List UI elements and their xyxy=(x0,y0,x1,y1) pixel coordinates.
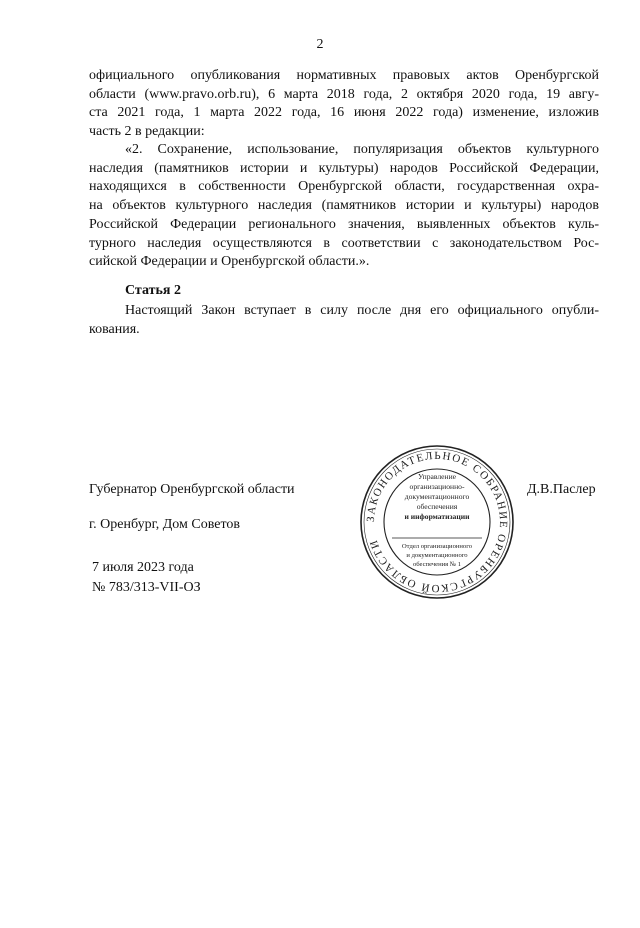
stamp-line: Управление xyxy=(417,472,457,481)
text-line: сийской Федерации и Оренбургской области.». xyxy=(89,254,370,270)
stamp-line: и информатизации xyxy=(404,512,470,521)
paragraph-new-wording xyxy=(89,141,599,272)
text-line: находящихся в собственности Оренбургской области, государственная охра- xyxy=(89,179,599,195)
article-heading: Статья 2 xyxy=(125,283,181,298)
text-line: «2. Сохранение, использование, популяризация объектов культурного xyxy=(125,142,599,157)
signatory-name: Д.В.Паслер xyxy=(527,482,596,497)
paragraph-amendment-intro xyxy=(89,67,599,142)
stamp-ring-text-path: ЗАКОНОДАТЕЛЬНОЕ СОБРАНИЕ ОРЕНБУРГСКОЙ ОБЛАСТИ xyxy=(364,449,510,595)
signatory-position: Губернатор Оренбургской области xyxy=(89,482,295,497)
text-line: официального опубликования нормативных правовых актов Оренбургской xyxy=(89,68,599,83)
signing-date: 7 июля 2023 года xyxy=(92,560,194,575)
text-line: Российской Федерации регионального значения, выявленных объектов куль- xyxy=(89,216,599,232)
text-line: кования. xyxy=(89,321,140,337)
page-number: 2 xyxy=(316,37,324,52)
stamp-line: и документационного xyxy=(406,552,468,559)
text-line: наследия (памятников истории и культуры) народов Российской Федерации, xyxy=(89,160,599,176)
stamp-line: документационного xyxy=(404,492,470,501)
text-line: турного наследия осуществляются в соответствии с законодательством Рос- xyxy=(89,235,599,251)
stamp-line: обеспечения № 1 xyxy=(412,561,462,568)
law-number: № 783/313-VII-ОЗ xyxy=(92,580,201,595)
text-line: области (www.pravo.orb.ru), 6 марта 2018 года, 2 октября 2020 года, 19 авгу- xyxy=(89,86,599,102)
stamp-ring-inner-border xyxy=(364,449,510,595)
text-line: часть 2 в редакции: xyxy=(89,124,205,140)
text-line: на объектов культурного наследия (памятников истории и культуры) народов xyxy=(89,198,599,214)
paragraph-entry-into-force xyxy=(89,302,599,339)
signing-place: г. Оренбург, Дом Советов xyxy=(89,517,240,532)
stamp-line: организационно- xyxy=(409,482,465,491)
stamp-line: обеспечения xyxy=(416,502,458,511)
text-line: ста 2021 года, 1 марта 2022 года, 16 июня 2022 года) изменение, изложив xyxy=(89,105,599,121)
stamp-line: Отдел организационного xyxy=(401,543,473,550)
text-line: Настоящий Закон вступает в силу после дня его официального опубли- xyxy=(125,303,599,318)
official-stamp xyxy=(357,442,517,602)
